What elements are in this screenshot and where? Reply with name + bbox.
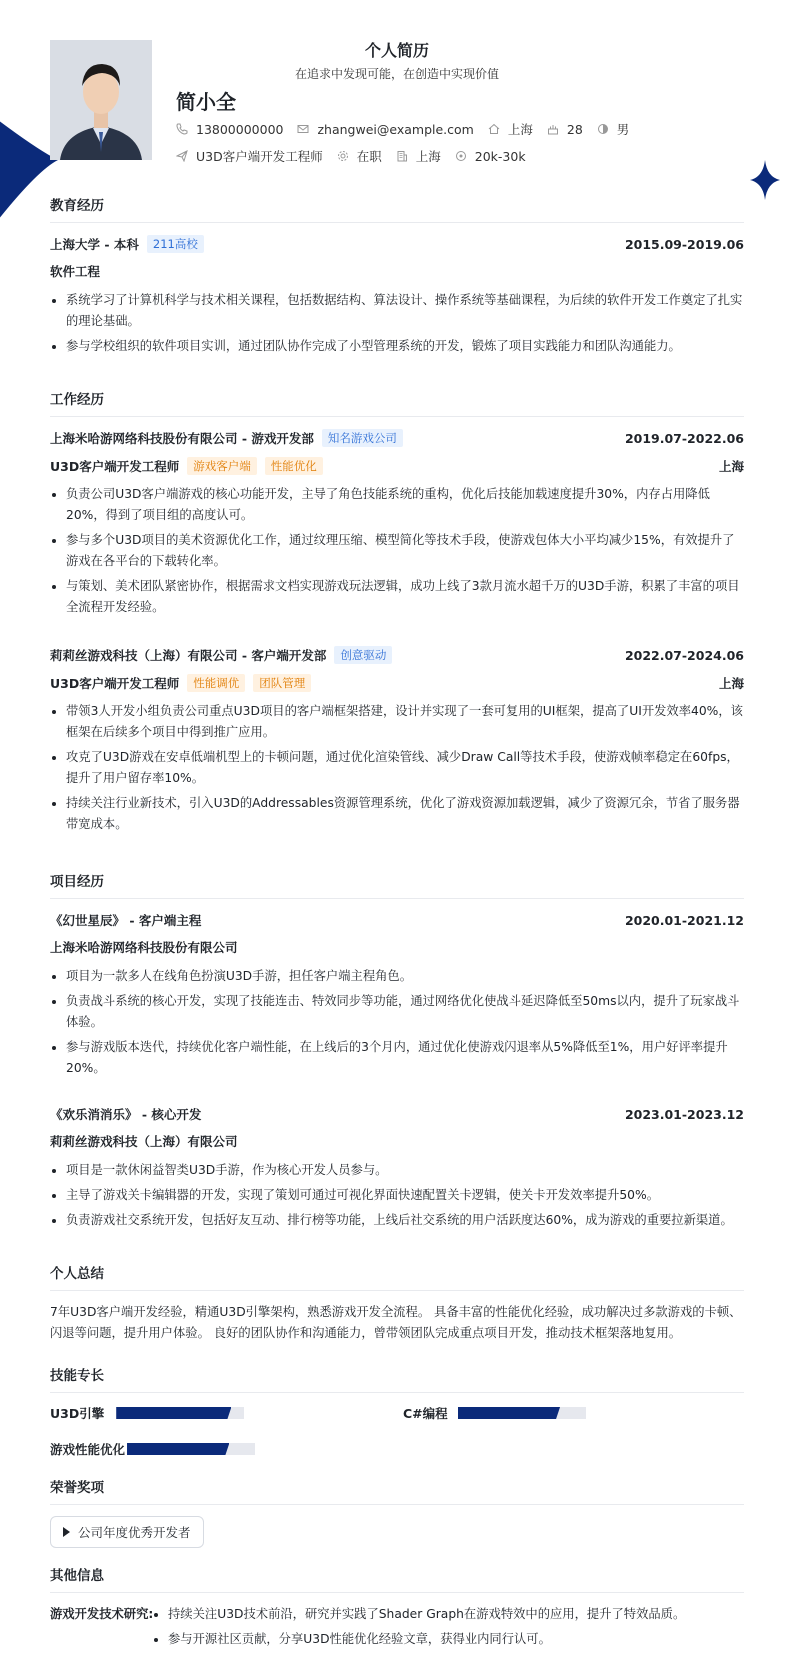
age-info bbox=[547, 122, 583, 137]
school-name: 上海大学 - 本科 bbox=[50, 237, 139, 252]
divider bbox=[50, 1290, 744, 1291]
position: U3D客户端开发工程师 bbox=[50, 676, 180, 691]
summary-section bbox=[50, 1264, 744, 1344]
salary-text: 20k-30k bbox=[474, 148, 526, 164]
mail-icon bbox=[297, 123, 309, 135]
skill-name: U3D引擎 bbox=[50, 1406, 105, 1421]
honors-section bbox=[50, 1478, 744, 1548]
job-title-info bbox=[176, 147, 323, 165]
job-entry bbox=[50, 645, 744, 838]
projects-title: 项目经历 bbox=[50, 874, 104, 890]
job-period: 2019.07-2022.06 bbox=[624, 430, 744, 446]
job-bullets bbox=[50, 701, 744, 835]
skill-bar bbox=[127, 1443, 255, 1455]
send-icon bbox=[176, 150, 188, 162]
skill-bar bbox=[116, 1407, 244, 1419]
motto: 在追求中发现可能，在创造中实现价值 bbox=[294, 67, 499, 81]
project-name: 《欢乐消消乐》 - 核心开发 bbox=[50, 1107, 202, 1122]
skill-tag: 性能调优 bbox=[187, 674, 245, 692]
award-text: 公司年度优秀开发者 bbox=[78, 1525, 191, 1540]
work-title: 工作经历 bbox=[50, 392, 104, 408]
list-item: 负责战斗系统的核心开发，实现了技能连击、特效同步等功能，通过网络优化使战斗延迟降低至50ms以内，提升了玩家战斗体验。 bbox=[50, 991, 744, 1033]
company-name: 莉莉丝游戏科技（上海）有限公司 - 客户端开发部 bbox=[50, 648, 327, 663]
list-item: 与策划、美术团队紧密协作，根据需求文档实现游戏玩法逻辑，成功上线了3款月流水超千万的U3D手游，积累了丰富的项目全流程开发经验。 bbox=[50, 576, 744, 618]
skills-section bbox=[50, 1366, 744, 1393]
job-city: 上海 bbox=[718, 676, 744, 691]
skill-tag: 团队管理 bbox=[253, 674, 311, 692]
cake-icon bbox=[547, 123, 559, 135]
skill-item bbox=[50, 1440, 255, 1458]
location-info bbox=[488, 120, 533, 138]
candidate-name: 简小全 bbox=[176, 90, 236, 114]
list-item: 参与学校组织的软件项目实训，通过团队协作完成了小型管理系统的开发，锻炼了项目实践能力和团队沟通能力。 bbox=[50, 336, 744, 357]
phone-icon bbox=[176, 123, 188, 135]
phone-text: 13800000000 bbox=[196, 121, 284, 137]
job-bullets bbox=[50, 484, 744, 618]
summary-text: 7年U3D客户端开发经验，精通U3D引擎架构，熟悉游戏开发全流程。 具备丰富的性能优化经验，成功解决过多款游戏的卡顿、闪退等问题，提升用户体验。 良好的团队协作和沟通能力，曾带领团队完成重点项目开发，推动技术框架落地复用。 bbox=[50, 1305, 742, 1340]
school-tag: 211高校 bbox=[147, 235, 204, 253]
list-item: 系统学习了计算机科学与技术相关课程，包括数据结构、算法设计、操作系统等基础课程，为后续的软件开发工作奠定了扎实的理论基础。 bbox=[50, 290, 744, 332]
list-item: 主导了游戏关卡编辑器的开发，实现了策划可通过可视化界面快速配置关卡逻辑，使关卡开发效率提升50%。 bbox=[50, 1185, 744, 1206]
list-item: 参与开源社区贡献，分享U3D性能优化经验文章，获得业内同行认可。 bbox=[152, 1629, 744, 1650]
building-icon bbox=[396, 150, 408, 162]
email-info bbox=[297, 122, 473, 137]
education-period: 2015.09-2019.06 bbox=[624, 236, 744, 252]
job-period: 2022.07-2024.06 bbox=[624, 647, 744, 663]
skill-bar-fill bbox=[116, 1407, 231, 1419]
list-item: 负责公司U3D客户端游戏的核心功能开发，主导了角色技能系统的重构，优化后技能加载速度提升30%，内存占用降低20%，得到了项目组的高度认可。 bbox=[50, 484, 744, 526]
resume-header bbox=[0, 0, 794, 190]
list-item: 负责游戏社交系统开发，包括好友互动、排行榜等功能，上线后社交系统的用户活跃度达60%，成为游戏的重要拉新渠道。 bbox=[50, 1210, 744, 1231]
other-title: 其他信息 bbox=[50, 1568, 104, 1584]
location-text: 上海 bbox=[507, 122, 533, 137]
salary-info bbox=[455, 149, 526, 164]
document-title: 个人简历 bbox=[364, 41, 429, 60]
phone-info bbox=[176, 122, 283, 137]
list-item: 参与游戏版本迭代，持续优化客户端性能，在上线后的3个月内，通过优化使游戏闪退率从5%降低至1%，用户好评率提升20%。 bbox=[50, 1037, 744, 1079]
list-item: 带领3人开发小组负责公司重点U3D项目的客户端框架搭建，设计并实现了一套可复用的UI框架，提高了UI开发效率40%，该框架在后续多个项目中得到推广应用。 bbox=[50, 701, 744, 743]
other-section bbox=[50, 1566, 744, 1593]
job-city: 上海 bbox=[718, 459, 744, 474]
project-period: 2020.01-2021.12 bbox=[624, 912, 744, 928]
company-name: 上海米哈游网络科技股份有限公司 - 游戏开发部 bbox=[50, 431, 314, 446]
divider bbox=[50, 222, 744, 223]
job-entry bbox=[50, 428, 744, 621]
divider bbox=[50, 416, 744, 417]
position: U3D客户端开发工程师 bbox=[50, 459, 180, 474]
divider bbox=[50, 898, 744, 899]
divider bbox=[50, 1504, 744, 1505]
company-tag: 创意驱动 bbox=[334, 646, 392, 664]
skill-tag: 游戏客户端 bbox=[187, 457, 257, 475]
company-tag: 知名游戏公司 bbox=[322, 429, 403, 447]
other-label: 游戏开发技术研究: bbox=[50, 1607, 154, 1621]
project-company: 上海米哈游网络科技股份有限公司 bbox=[50, 940, 238, 955]
job-intent-row bbox=[176, 147, 540, 165]
project-entry bbox=[50, 910, 744, 1082]
projects-section bbox=[50, 872, 744, 899]
skill-item bbox=[403, 1404, 586, 1422]
education-bullets bbox=[50, 290, 744, 357]
education-entry bbox=[50, 234, 744, 360]
skill-name: 游戏性能优化 bbox=[50, 1442, 126, 1457]
skills-title: 技能专长 bbox=[50, 1368, 104, 1384]
education-title: 教育经历 bbox=[50, 198, 104, 214]
age-text: 28 bbox=[566, 121, 583, 137]
major: 软件工程 bbox=[50, 264, 101, 279]
email-text: zhangwei@example.com bbox=[317, 121, 474, 137]
list-item: 持续关注U3D技术前沿，研究并实践了Shader Graph在游戏特效中的应用，提升了特效品质。 bbox=[152, 1604, 744, 1625]
skill-item bbox=[50, 1404, 244, 1422]
contact-info-row bbox=[176, 120, 643, 138]
divider bbox=[50, 1592, 744, 1593]
gender-info bbox=[597, 120, 630, 138]
status-text: 在职 bbox=[356, 149, 382, 164]
other-bullets bbox=[152, 1604, 744, 1653]
work-section bbox=[50, 390, 744, 417]
skill-bar bbox=[458, 1407, 586, 1419]
gender-icon bbox=[597, 123, 609, 135]
education-section bbox=[50, 196, 744, 223]
gear-icon bbox=[337, 150, 349, 162]
play-icon bbox=[63, 1527, 70, 1537]
project-period: 2023.01-2023.12 bbox=[624, 1106, 744, 1122]
project-company: 莉莉丝游戏科技（上海）有限公司 bbox=[50, 1134, 238, 1149]
skill-bar-fill bbox=[127, 1443, 229, 1455]
summary-title: 个人总结 bbox=[50, 1266, 104, 1282]
list-item: 攻克了U3D游戏在安卓低端机型上的卡顿问题，通过优化渲染管线、减少Draw Call等技术手段，使游戏帧率稳定在60fps，提升了用户留存率10%。 bbox=[50, 747, 744, 789]
award-badge bbox=[50, 1516, 204, 1548]
skill-bar-fill bbox=[458, 1407, 560, 1419]
honors-title: 荣誉奖项 bbox=[50, 1480, 104, 1496]
home-icon bbox=[488, 123, 500, 135]
gender-text: 男 bbox=[616, 122, 630, 137]
list-item: 参与多个U3D项目的美术资源优化工作，通过纹理压缩、模型简化等技术手段，使游戏包体大小平均减少15%，有效提升了游戏在各平台的下载转化率。 bbox=[50, 530, 744, 572]
skill-tag: 性能优化 bbox=[265, 457, 323, 475]
skill-name: C#编程 bbox=[403, 1406, 448, 1421]
target-city-info bbox=[396, 147, 441, 165]
status-info bbox=[337, 147, 382, 165]
coin-icon bbox=[455, 150, 467, 162]
list-item: 项目为一款多人在线角色扮演U3D手游，担任客户端主程角色。 bbox=[50, 966, 744, 987]
list-item: 项目是一款休闲益智类U3D手游，作为核心开发人员参与。 bbox=[50, 1160, 744, 1181]
target-city-text: 上海 bbox=[415, 149, 441, 164]
list-item: 持续关注行业新技术，引入U3D的Addressables资源管理系统，优化了游戏资源加载逻辑，减少了资源冗余，节省了服务器带宽成本。 bbox=[50, 793, 744, 835]
project-entry bbox=[50, 1104, 744, 1234]
job-title-text: U3D客户端开发工程师 bbox=[196, 149, 323, 164]
project-bullets bbox=[50, 966, 744, 1079]
project-name: 《幻世星辰》 - 客户端主程 bbox=[50, 913, 202, 928]
project-bullets bbox=[50, 1160, 744, 1231]
divider bbox=[50, 1392, 744, 1393]
